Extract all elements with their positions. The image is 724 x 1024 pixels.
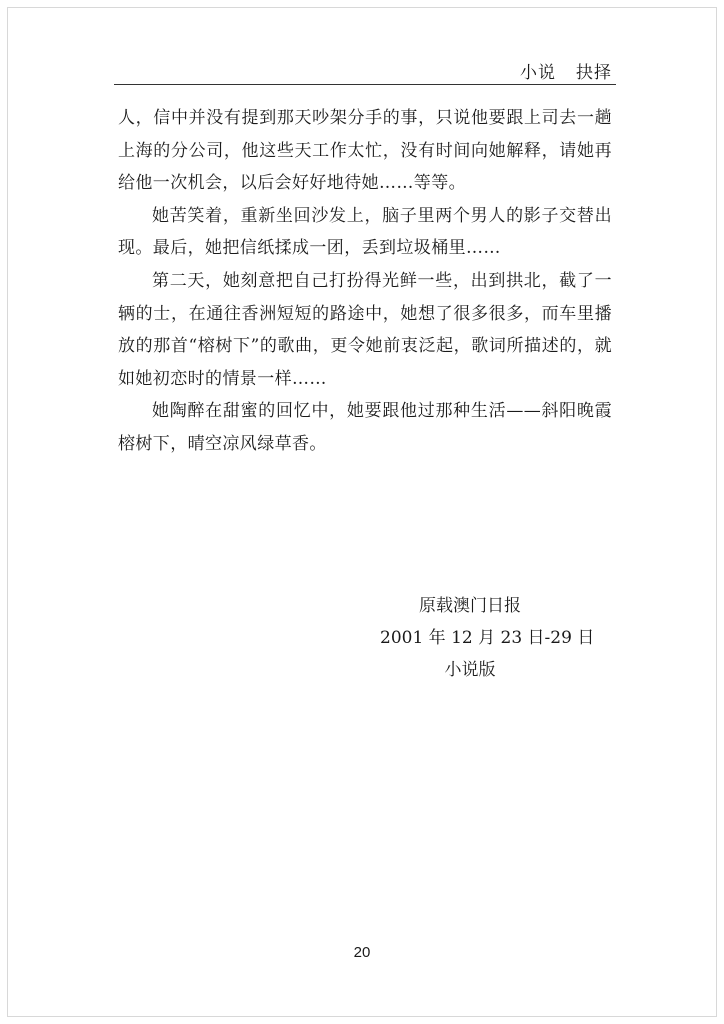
running-head xyxy=(520,58,612,83)
source-section: 小说版 xyxy=(444,660,496,680)
body-text xyxy=(118,102,612,461)
paragraph: 第二天，她刻意把自己打扮得光鲜一些，出到拱北，截了一辆的士，在通往香洲短短的路途中，她想了很多很多，而车里播放的那首“榕树下”的歌曲，更令她前衷泛起，歌词所描述的，就如她初恋时的情景一样…… xyxy=(118,270,612,389)
source-date: 2001 年 12 月 23 日-29 日 xyxy=(380,628,595,648)
running-head-title: 抉择 xyxy=(576,63,612,83)
paragraph: 她陶醉在甜蜜的回忆中，她要跟他过那种生活——斜阳晚霞榕树下，晴空凉风绿草香。 xyxy=(118,401,612,454)
source-note xyxy=(380,590,595,686)
source-publication: 原载澳门日报 xyxy=(419,596,521,616)
page-number: 20 xyxy=(353,944,371,961)
paragraph: 人，信中并没有提到那天吵架分手的事，只说他要跟上司去一趟上海的分公司，他这些天工作太忙，没有时间向她解释，请她再给他一次机会，以后会好好地待她……等等。 xyxy=(118,108,612,194)
paragraph: 她苦笑着，重新坐回沙发上，脑子里两个男人的影子交替出现。最后，她把信纸揉成一团，丢到垃圾桶里…… xyxy=(118,205,612,259)
running-head-section: 小说 xyxy=(520,63,556,83)
header-rule xyxy=(114,84,616,85)
